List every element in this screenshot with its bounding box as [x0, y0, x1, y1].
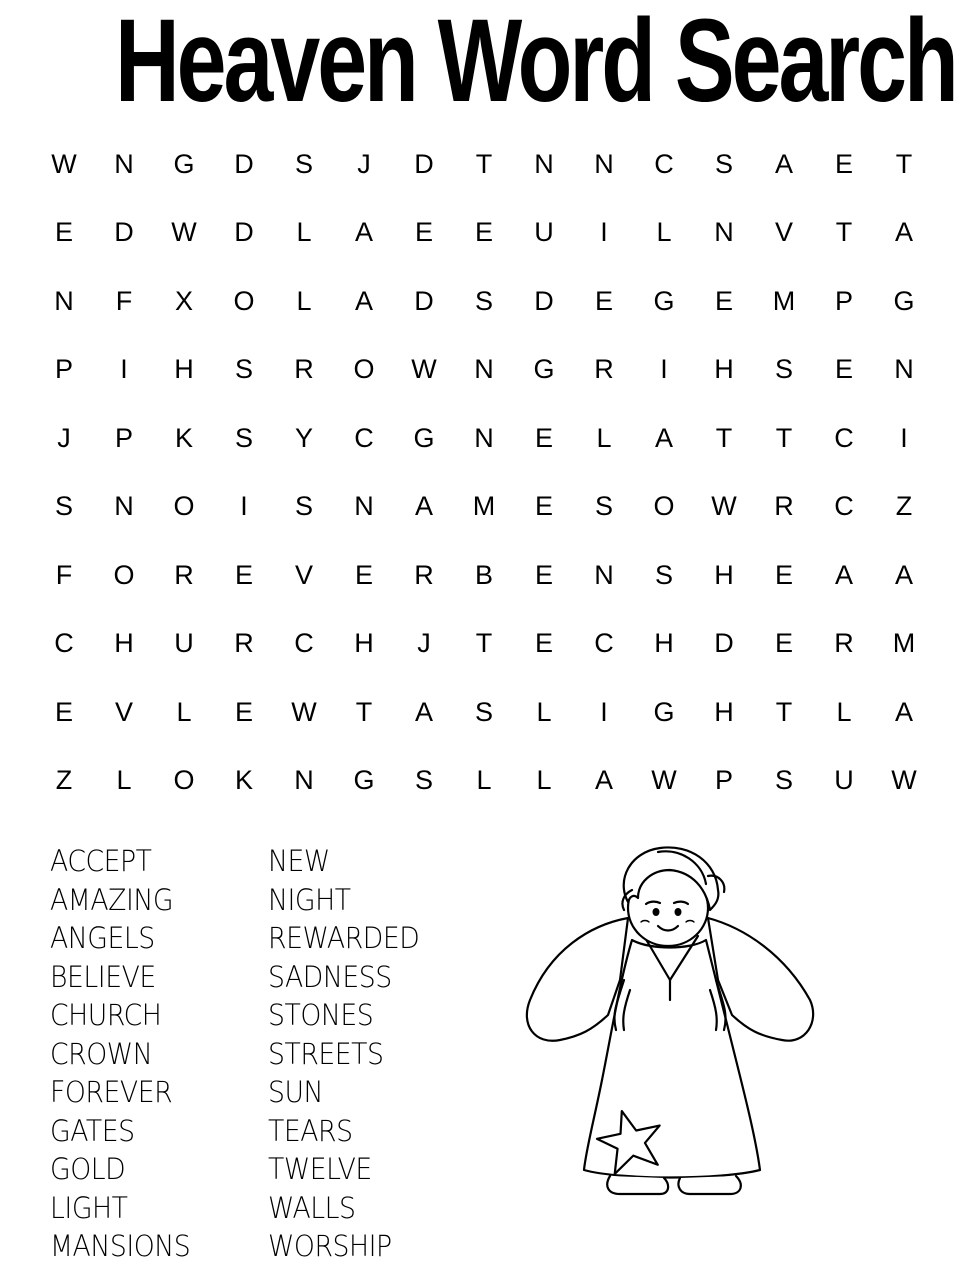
- grid-letter: E: [234, 559, 253, 590]
- grid-letter: N: [714, 217, 734, 248]
- word-list-left: [50, 842, 190, 1266]
- grid-letter: C: [54, 628, 74, 659]
- grid-letter: E: [354, 559, 373, 590]
- grid-letter: N: [894, 354, 914, 385]
- grid-letter: O: [233, 285, 255, 316]
- grid-letter: A: [414, 696, 433, 727]
- grid-letter: V: [114, 696, 133, 727]
- grid-letter: D: [114, 217, 134, 248]
- grid-letter: L: [476, 765, 492, 796]
- grid-row: [34, 130, 934, 199]
- grid-row: [34, 267, 934, 336]
- grid-letter: C: [834, 422, 854, 453]
- grid-letter: I: [240, 491, 248, 522]
- grid-letter: A: [894, 696, 913, 727]
- grid-letter: L: [836, 696, 852, 727]
- grid-letter: T: [775, 696, 793, 727]
- grid-letter: Z: [55, 765, 73, 796]
- grid-letter: S: [474, 285, 493, 316]
- grid-letter: P: [834, 285, 853, 316]
- grid-letter: M: [472, 491, 496, 522]
- grid-letter: H: [114, 628, 134, 659]
- grid-letter: A: [894, 559, 913, 590]
- grid-letter: L: [296, 217, 312, 248]
- grid-letter: F: [55, 559, 73, 590]
- word-list-item: REWARDED: [268, 921, 420, 955]
- grid-letter: T: [835, 217, 853, 248]
- grid-letter: S: [714, 148, 733, 179]
- grid-letter: S: [654, 559, 673, 590]
- grid-letter: M: [892, 628, 916, 659]
- grid-letter: R: [234, 628, 254, 659]
- grid-letter: K: [174, 422, 193, 453]
- grid-letter: J: [417, 628, 431, 659]
- grid-letter: E: [234, 696, 253, 727]
- grid-letter: O: [113, 559, 135, 590]
- grid-letter: E: [54, 696, 73, 727]
- grid-letter: H: [654, 628, 674, 659]
- grid-letter: G: [653, 285, 675, 316]
- grid-letter: G: [533, 354, 555, 385]
- grid-row: [34, 610, 934, 679]
- grid-row: [34, 541, 934, 610]
- word-list-right: [268, 842, 419, 1266]
- grid-letter: N: [474, 354, 494, 385]
- grid-letter: T: [355, 696, 373, 727]
- word-list-item: BELIEVE: [50, 959, 156, 994]
- grid-letter: W: [171, 217, 197, 248]
- grid-letter: E: [834, 148, 853, 179]
- grid-letter: L: [536, 696, 552, 727]
- grid-letter: E: [834, 354, 853, 385]
- word-list-item: STREETS: [268, 1036, 384, 1071]
- grid-letter: P: [54, 354, 73, 385]
- grid-letter: I: [660, 354, 668, 385]
- grid-letter: O: [173, 491, 195, 522]
- word-list-item: ANGELS: [50, 921, 155, 955]
- grid-letter: S: [234, 422, 253, 453]
- grid-letter: E: [534, 628, 553, 659]
- word-list-item: NIGHT: [268, 882, 351, 917]
- angel-icon: [520, 840, 820, 1210]
- grid-letter: E: [774, 628, 793, 659]
- word-list-item: FOREVER: [50, 1075, 173, 1109]
- word-list-item: NEW: [268, 844, 330, 878]
- grid-letter: N: [54, 285, 74, 316]
- grid-letter: R: [774, 491, 794, 522]
- grid-letter: S: [774, 765, 793, 796]
- grid-letter: H: [714, 354, 734, 385]
- grid-letter: N: [474, 422, 494, 453]
- grid-row: [34, 473, 934, 542]
- letter-grid: [34, 130, 934, 815]
- grid-letter: S: [54, 491, 73, 522]
- word-list-item: WORSHIP: [268, 1229, 392, 1263]
- word-list-item: CHURCH: [50, 998, 162, 1032]
- grid-letter: U: [834, 765, 854, 796]
- grid-letter: C: [654, 148, 674, 179]
- grid-letter: N: [294, 765, 314, 796]
- word-list-item: GOLD: [50, 1152, 126, 1186]
- grid-letter: T: [775, 422, 793, 453]
- grid-letter: A: [594, 765, 613, 796]
- grid-letter: H: [714, 696, 734, 727]
- grid-letter: G: [413, 422, 435, 453]
- grid-letter: H: [714, 559, 734, 590]
- word-list-item: TEARS: [268, 1113, 353, 1148]
- grid-letter: Z: [895, 491, 913, 522]
- word-list-item: WALLS: [268, 1190, 356, 1225]
- grid-letter: D: [534, 285, 554, 316]
- grid-letter: E: [474, 217, 493, 248]
- grid-letter: B: [474, 559, 493, 590]
- grid-letter: U: [174, 628, 194, 659]
- grid-letter: W: [651, 765, 677, 796]
- grid-letter: T: [715, 422, 733, 453]
- grid-letter: G: [353, 765, 375, 796]
- grid-letter: U: [534, 217, 554, 248]
- grid-letter: O: [653, 491, 675, 522]
- grid-letter: D: [714, 628, 734, 659]
- grid-letter: N: [534, 148, 554, 179]
- grid-letter: L: [176, 696, 192, 727]
- grid-letter: W: [51, 148, 77, 179]
- grid-letter: A: [354, 285, 373, 316]
- grid-letter: H: [174, 354, 194, 385]
- grid-letter: A: [654, 422, 673, 453]
- grid-letter: D: [414, 285, 434, 316]
- grid-letter: S: [294, 491, 313, 522]
- word-list-item: CROWN: [50, 1036, 153, 1071]
- grid-letter: S: [594, 491, 613, 522]
- grid-letter: N: [594, 148, 614, 179]
- word-list-item: GATES: [50, 1113, 135, 1148]
- grid-letter: L: [656, 217, 672, 248]
- grid-letter: O: [353, 354, 375, 385]
- grid-letter: R: [174, 559, 194, 590]
- grid-letter: A: [894, 217, 913, 248]
- grid-letter: D: [414, 148, 434, 179]
- grid-letter: E: [594, 285, 613, 316]
- grid-letter: E: [534, 422, 553, 453]
- grid-letter: P: [114, 422, 133, 453]
- grid-letter: E: [414, 217, 433, 248]
- word-list-item: AMAZING: [50, 882, 174, 917]
- grid-letter: R: [414, 559, 434, 590]
- grid-letter: E: [774, 559, 793, 590]
- grid-letter: M: [772, 285, 796, 316]
- grid-letter: D: [234, 148, 254, 179]
- grid-letter: I: [600, 696, 608, 727]
- grid-letter: A: [354, 217, 373, 248]
- grid-letter: A: [834, 559, 853, 590]
- grid-letter: I: [120, 354, 128, 385]
- grid-letter: I: [900, 422, 908, 453]
- grid-letter: T: [475, 148, 493, 179]
- grid-letter: C: [354, 422, 374, 453]
- grid-letter: T: [895, 148, 913, 179]
- word-list-item: ACCEPT: [50, 844, 152, 878]
- grid-row: [34, 747, 934, 816]
- grid-row: [34, 336, 934, 405]
- grid-letter: V: [774, 217, 793, 248]
- grid-letter: A: [774, 148, 793, 179]
- grid-letter: D: [234, 217, 254, 248]
- grid-letter: W: [891, 765, 917, 796]
- grid-row: [34, 678, 934, 747]
- word-list-item: SUN: [268, 1075, 324, 1109]
- grid-letter: C: [834, 491, 854, 522]
- grid-letter: S: [774, 354, 793, 385]
- grid-row: [34, 199, 934, 268]
- grid-letter: F: [115, 285, 133, 316]
- grid-letter: O: [173, 765, 195, 796]
- word-list-item: SADNESS: [268, 959, 392, 994]
- grid-letter: Y: [294, 422, 313, 453]
- grid-letter: R: [594, 354, 614, 385]
- grid-letter: L: [596, 422, 612, 453]
- grid-letter: I: [600, 217, 608, 248]
- grid-letter: S: [234, 354, 253, 385]
- grid-letter: S: [294, 148, 313, 179]
- grid-letter: T: [475, 628, 493, 659]
- grid-letter: V: [294, 559, 313, 590]
- word-list-item: MANSIONS: [50, 1229, 191, 1263]
- grid-letter: N: [114, 148, 134, 179]
- grid-letter: L: [116, 765, 132, 796]
- grid-letter: R: [834, 628, 854, 659]
- grid-letter: G: [173, 148, 195, 179]
- grid-letter: G: [893, 285, 915, 316]
- word-list-item: TWELVE: [268, 1152, 372, 1186]
- grid-letter: W: [291, 696, 317, 727]
- grid-letter: E: [54, 217, 73, 248]
- grid-letter: N: [114, 491, 134, 522]
- grid-letter: W: [411, 354, 437, 385]
- word-list-item: LIGHT: [50, 1190, 128, 1225]
- grid-letter: J: [57, 422, 71, 453]
- word-list-item: STONES: [268, 998, 374, 1032]
- grid-letter: L: [296, 285, 312, 316]
- grid-letter: A: [414, 491, 433, 522]
- grid-letter: N: [354, 491, 374, 522]
- grid-letter: S: [474, 696, 493, 727]
- grid-letter: C: [594, 628, 614, 659]
- grid-letter: E: [534, 559, 553, 590]
- grid-letter: G: [653, 696, 675, 727]
- grid-letter: R: [294, 354, 314, 385]
- grid-letter: N: [594, 559, 614, 590]
- grid-letter: C: [294, 628, 314, 659]
- grid-letter: H: [354, 628, 374, 659]
- grid-letter: E: [534, 491, 553, 522]
- grid-letter: E: [714, 285, 733, 316]
- grid-letter: K: [234, 765, 253, 796]
- grid-letter: J: [357, 148, 371, 179]
- grid-letter: L: [536, 765, 552, 796]
- grid-letter: W: [711, 491, 737, 522]
- grid-letter: S: [414, 765, 433, 796]
- grid-row: [34, 404, 934, 473]
- grid-letter: P: [714, 765, 733, 796]
- grid-letter: X: [174, 285, 193, 316]
- page-title: Heaven Word Search: [114, 0, 956, 127]
